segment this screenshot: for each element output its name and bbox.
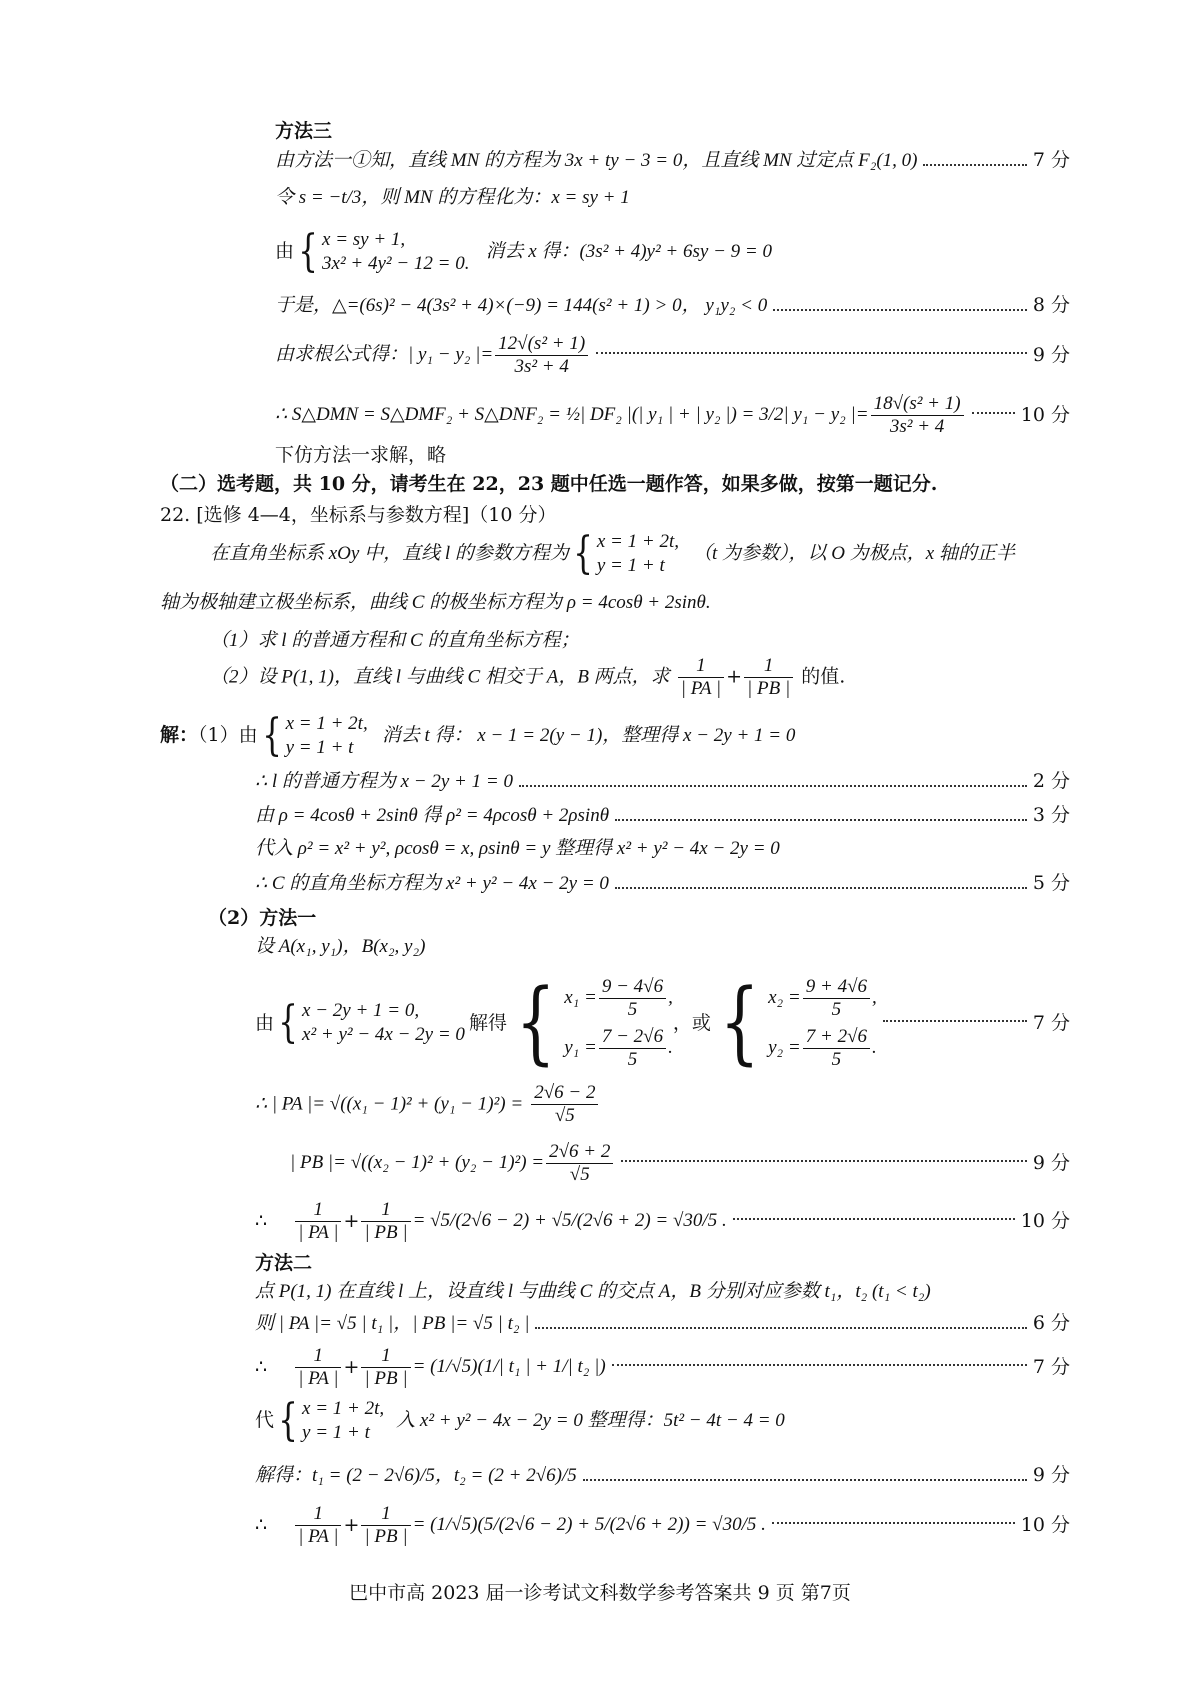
left-brace-icon: {	[278, 997, 298, 1048]
method1-line3: ∴ | PA |= √((x₁ − 1)² + (y₁ − 1)²) = $\frac{2√6 - 2}{√5}$	[255, 1082, 600, 1132]
method3-heading: 方法三	[275, 120, 333, 142]
page-footer: 巴中市高 2023 届一诊考试文科数学参考答案共 9 页 第7页	[349, 1582, 851, 1604]
method3-line4: 于是，△=(6s)² − 4(3s² + 4)×(−9) = 144(s² + 1) > 0， y₁y₂ < 0 8 分	[275, 294, 1070, 316]
method2-line4: 代{ x = 1 + 2t, y = 1 + t 入 x² + y² − 4x − 2y = 0 整理得：5t² − 4t − 4 = 0	[255, 1395, 785, 1446]
left-brace-icon: {	[261, 710, 282, 761]
method2-line2: 则 | PA |= √5 | t₁ |，| PB |= √5 | t₂ | 6 分	[255, 1312, 1070, 1334]
method2-line6: ∴ $\frac{1}{| PA |}$ + $\frac{1}{| PB |}$ = (1/√5)(5/(2√6 − 2) + 5/(2√6 + 2)) = √30/5 . 10 分	[255, 1502, 1070, 1547]
method3-line2: 令 s = −t/3，则 MN 的方程化为：x = sy + 1	[275, 187, 630, 208]
score-label: 7 分	[1032, 149, 1070, 171]
question-title: 22. [选修 4—4，坐标系与参数方程]（10 分）	[160, 504, 557, 526]
method1-line4: | PB |= √((x₂ − 1)² + (y₂ − 1)²) = $\frac{2√6 + 2}{√5}$ 9 分	[290, 1140, 1070, 1185]
question-part2: （2）设 P(1, 1)，直线 l 与曲线 C 相交于 A，B 两点，求 $\frac{1}{| PA |}$ + $\frac{1}{| PB |}$ 的值.	[210, 655, 846, 699]
score-label: 10 分	[1020, 404, 1070, 426]
question-line2: 轴为极轴建立极坐标系，曲线 C 的极坐标方程为 ρ = 4cosθ + 2sinθ.	[160, 592, 711, 613]
left-brace-icon: {	[515, 970, 556, 1075]
score-label: 6 分	[1032, 1312, 1070, 1334]
method2-line1: 点 P(1, 1) 在直线 l 上，设直线 l 与曲线 C 的交点 A，B 分别对应参数 t₁，t₂ (t₁ < t₂)	[255, 1281, 931, 1302]
score-label: 9 分	[1032, 344, 1070, 366]
method3-line1: 由方法一①知，直线 MN 的方程为 3x + ty − 3 = 0，且直线 MN 过定点 F₂(1, 0) 7 分	[275, 149, 1070, 171]
left-brace-icon: {	[278, 1395, 298, 1446]
score-label: 7 分	[1032, 1356, 1070, 1378]
score-label: 9 分	[1032, 1464, 1070, 1486]
method2-heading: 方法二	[255, 1252, 313, 1274]
method3-line6: ∴ S△DMN = S△DMF₂ + S△DNF₂ = ½| DF₂ |(| y₁ | + | y₂ |) = 3/2| y₁ − y₂ |= $\frac{\text{18√(s² + 1)}}{\text{3s² + 4}}$ 10 分	[275, 392, 1070, 437]
score-label: 9 分	[1032, 1152, 1070, 1174]
left-brace-icon: {	[573, 528, 593, 579]
method2-line3: ∴ $\frac{1}{| PA |}$ + $\frac{1}{| PB |}$ = (1/√5)(1/| t₁ | + 1/| t₂ |) 7 分	[255, 1344, 1070, 1389]
question-line1: 在直角坐标系 xOy 中，直线 l 的参数方程为{ x = 1 + 2t, y = 1 + t （t 为参数），以 O 为极点，x 轴的正半	[210, 528, 1015, 579]
solution-line5: ∴ C 的直角坐标方程为 x² + y² − 4x − 2y = 0 5 分	[255, 872, 1070, 894]
method3-line3: 由{ x = sy + 1, 3x² + 4y² − 12 = 0. 消去 x 得：(3s² + 4)y² + 6sy − 9 = 0	[275, 226, 772, 277]
left-brace-icon: {	[298, 226, 318, 277]
score-label: 10 分	[1020, 1514, 1070, 1536]
method3-line5: 由求根公式得：| y₁ − y₂ |= $\frac{\text{12√(s² + 1)}}{\text{3s² + 4}}$ 9 分	[275, 332, 1070, 377]
score-label: 2 分	[1032, 770, 1070, 792]
method1-line2: 由 { x − 2y + 1 = 0, x² + y² − 4x − 2y = 0 解得 { x₁ = $\frac{9 - 4√6}{5}$ , y₁ = $\frac{7 - 2√6}{5}$ . ，或 { x₂ = $\frac{9 + 4√6}{5}$ , y₂ = $\frac{7 + 2√6}{5}$ . 7 分	[255, 970, 1070, 1075]
question-part1: （1）求 l 的普通方程和 C 的直角坐标方程；	[210, 630, 580, 651]
section-heading: （二）选考题，共 10 分，请考生在 22，23 题中任选一题作答，如果多做，按第一题记分.	[160, 473, 938, 495]
method2-line5: 解得：t₁ = (2 − 2√6)/5，t₂ = (2 + 2√6)/5 9 分	[255, 1464, 1070, 1486]
method1-heading: （2）方法一	[208, 907, 317, 929]
solution-line4: 代入 ρ² = x² + y², ρcosθ = x, ρsinθ = y 整理得 x² + y² − 4x − 2y = 0	[255, 838, 780, 859]
score-label: 8 分	[1032, 294, 1070, 316]
left-brace-icon: {	[719, 970, 760, 1075]
score-label: 7 分	[1032, 1012, 1070, 1034]
score-label: 10 分	[1020, 1210, 1070, 1232]
score-label: 5 分	[1032, 872, 1070, 894]
solution-line2: ∴ l 的普通方程为 x − 2y + 1 = 0 2 分	[255, 770, 1070, 792]
method1-line5: ∴ $\frac{1}{| PA |}$ + $\frac{1}{| PB |}$ = √5/(2√6 − 2) + √5/(2√6 + 2) = √30/5 . 10 分	[255, 1198, 1070, 1243]
method3-line7: 下仿方法一求解，略	[275, 444, 447, 466]
solution-line1: 解：（1）由{ x = 1 + 2t, y = 1 + t 消去 t 得： x − 1 = 2(y − 1)，整理得 x − 2y + 1 = 0	[160, 710, 796, 761]
score-label: 3 分	[1032, 804, 1070, 826]
solution-line3: 由 ρ = 4cosθ + 2sinθ 得 ρ² = 4ρcosθ + 2ρsinθ 3 分	[255, 804, 1070, 826]
method1-line1: 设 A(x₁, y₁)，B(x₂, y₂)	[255, 936, 426, 957]
